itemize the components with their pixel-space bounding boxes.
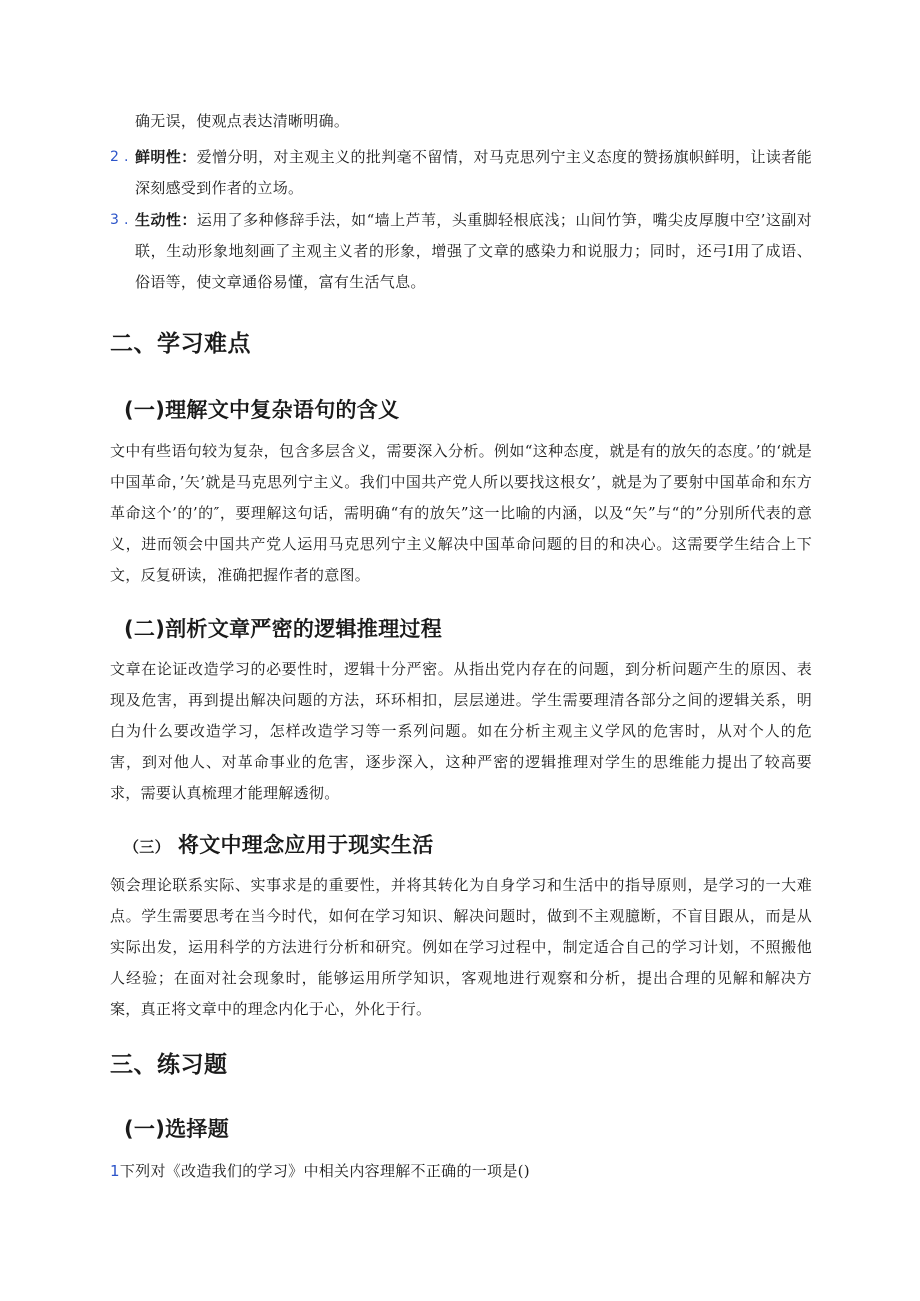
subsection-heading-application (124, 829, 434, 859)
question-number: 1 (110, 1162, 120, 1180)
intro-continuation: 确无误，使观点表达清晰明确。 (135, 112, 350, 130)
question-item (110, 1156, 530, 1187)
feature-body (135, 205, 812, 298)
paragraph-application: 领会理论联系实际、实事求是的重要性，并将其转化为自身学习和生活中的指导原则，是学习的一大难点。学生需要思考在当今时代，如何在学习知识、解决问题时，做到不主观臆断，不盲目跟从，而是从实际出发，运用科学的方法进行分析和研究。例如在学习过程中，制定适合自己的学习计划，不照搬他人经验；在面对社会现象时，能够运用所学知识，客观地进行观察和分析，提出合理的见解和解决方案，真正将文章中的理念内化于心，外化于行。 (110, 876, 812, 1018)
subsection-prefix: （三） (124, 838, 170, 856)
feature-term: 生动性： (135, 211, 197, 229)
paragraph-logic: 文章在论证改造学习的必要性时，逻辑十分严密。从指出党内存在的问题，到分析问题产生的原因、表现及危害，再到提出解决问题的方法，环环相扣，层层递进。学生需要理清各部分之间的逻辑关系，明白为什么要改造学习，怎样改造学习等一系列问题。如在分析主观主义学风的危害时，从对个人的危害，到对他人、对革命事业的危害，逐步深入，这种严密的逻辑推理对学生的思维能力提出了较高要求，需要认真梳理才能理解透彻。 (110, 660, 812, 802)
feature-number: 3 . (110, 212, 129, 228)
subsection-heading-logic: (二)剖析文章严密的逻辑推理过程 (124, 617, 442, 641)
subsection-title: 将文中理念应用于现实生活 (177, 833, 434, 857)
feature-number: 2 . (110, 149, 129, 165)
feature-item-vividness-clarity (110, 142, 812, 204)
feature-term: 鲜明性： (135, 148, 197, 166)
section-heading-exercises: 三、练习题 (110, 1052, 228, 1078)
feature-item-vividness (110, 205, 812, 298)
subsection-heading-complex-sentences: (一)理解文中复杂语句的含义 (124, 398, 400, 422)
subsection-heading-multiple-choice: (一)选择题 (124, 1117, 229, 1141)
feature-text: 爱憎分明，对主观主义的批判毫不留情，对马克思列宁主义态度的赞扬旗帜鲜明，让读者能深刻感受到作者的立场。 (135, 148, 812, 197)
paragraph-complex-sentences: 文中有些语句较为复杂，包含多层含义，需要深入分析。例如“这种态度，就是有的放矢的态度。’的‘就是中国革命，’矢’就是马克思列宁主义。我们中国共产党人所以要找这根女’，就是为了要射中国革命和东方革命这个’的’的″，要理解这句话，需明确“有的放矢”这一比喻的内涵，以及“矢”与“的”分别所代表的意义，进而领会中国共产党人运用马克思列宁主义解决中国革命问题的目的和决心。这需要学生结合上下文，反复研读，准确把握作者的意图。 (110, 442, 812, 584)
question-text: 下列对《改造我们的学习》中相关内容理解不正确的一项是() (119, 1162, 530, 1180)
section-heading-difficulties: 二、学习难点 (110, 331, 251, 357)
feature-body (135, 142, 812, 204)
feature-text: 运用了多种修辞手法，如“墙上芦苇，头重脚轻根底浅；山间竹笋，嘴尖皮厚腹中空’这副对联，生动形象地刻画了主观主义者的形象，增强了文章的感染力和说服力；同时，还弓I用了成语、俗语等，使文章通俗易懂，富有生活气息。 (135, 211, 813, 291)
